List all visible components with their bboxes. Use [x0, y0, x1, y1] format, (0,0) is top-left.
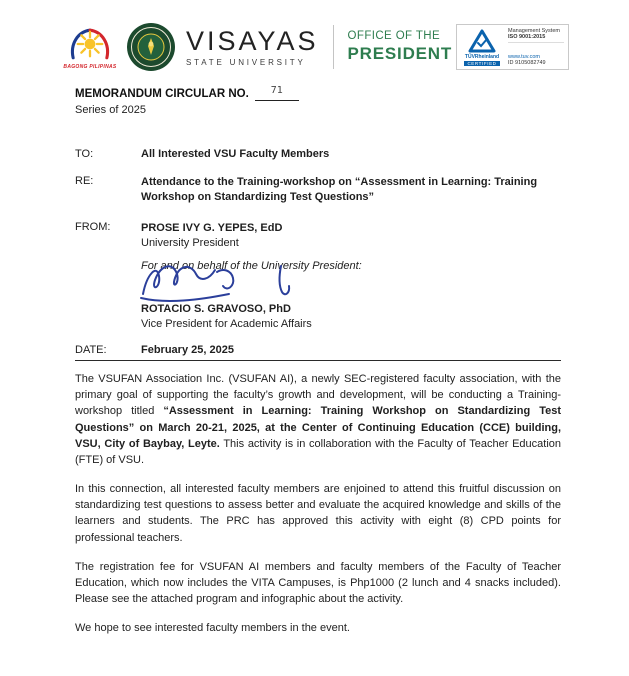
field-row-from: [75, 221, 561, 332]
on-behalf-line: For and on behalf of the University President:: [141, 260, 362, 273]
signature: [133, 258, 323, 304]
bagong-pilipinas-sun-icon: [67, 24, 113, 64]
tuv-management-label: Management System: [508, 28, 560, 34]
field-row-re: [75, 175, 561, 206]
memo-number-slot: [255, 85, 299, 101]
paragraph-text: The VSUFAN Association Inc. (VSUFAN AI), a newly SEC-registered faculty association, with the primary goal of supporting the faculty’s growth and development, will be conducting a Training-workshop titled: [75, 373, 561, 418]
body-paragraph-2: In this connection, all interested faculty members are enjoined to attend this fruitful discussion on standardizing test questions to assess better and evaluate the acquired knowledge and skills of the learners and students. The PRC has approved this activity with eight (8) CPD points for professional teachers.: [75, 483, 561, 544]
date-value: February 25, 2025: [141, 344, 234, 357]
letterhead: [0, 0, 629, 72]
bagong-pilipinas-label: BAGONG PILIPINAS: [63, 64, 117, 70]
tuv-website-label: www.tuv.com: [508, 54, 540, 60]
memo-title-row: [75, 85, 561, 101]
memo-series: Series of 2025: [75, 104, 146, 116]
office-line-2: PRESIDENT: [347, 44, 453, 63]
tuv-brand-label: TÜVRheinland: [464, 54, 500, 60]
body-paragraph-3: The registration fee for VSUFAN AI members and faculty members of the Faculty of Teacher Education, which now includes the VITA Campuses, is Php1000 (2 lunch and 4 snacks included). Please see the attached program and infographic about the activity.: [75, 560, 561, 606]
tuv-mark-block: [461, 28, 503, 66]
horizontal-divider: [75, 360, 561, 361]
signer-name: ROTACIO S. GRAVOSO, PhD: [141, 303, 291, 316]
from-label: FROM:: [75, 220, 111, 233]
to-label: TO:: [75, 148, 94, 160]
memo-number: 71: [270, 85, 283, 96]
memo-title: MEMORANDUM CIRCULAR NO.: [75, 88, 249, 100]
body-paragraph-1: [75, 371, 561, 468]
office-line-1: OFFICE OF THE: [347, 30, 441, 42]
tuv-certification-badge: [456, 24, 569, 70]
vsu-seal-logo: [126, 22, 176, 72]
university-subtitle: STATE UNIVERSITY: [186, 57, 306, 67]
from-name: PROSE IVY G. YEPES, EdD: [141, 221, 283, 234]
memo-fields: [0, 148, 629, 356]
memo-heading: [0, 85, 629, 116]
vsu-seal-icon: [126, 22, 176, 72]
signature-area: [141, 258, 561, 302]
memo-body: [0, 371, 629, 636]
tuv-triangle-icon: [467, 28, 497, 54]
tuv-iso-label: ISO 9001:2015: [508, 34, 546, 40]
university-name: VISAYAS: [186, 25, 319, 56]
tuv-text-block: [508, 28, 564, 66]
from-title: University President: [141, 236, 239, 249]
field-row-to: [75, 148, 561, 160]
paragraph-text: This activity is in collaboration with the Faculty of Teacher Education (FTE) of VSU.: [75, 437, 561, 466]
re-value: Attendance to the Training-workshop on “Assessment in Learning: Training Workshop on Standardizing Test Questions”: [141, 176, 538, 204]
date-label: DATE:: [75, 344, 107, 357]
tuv-id-label: ID 9105082749: [508, 60, 546, 66]
re-label: RE:: [75, 175, 94, 187]
tuv-certified-label: CERTIFIED: [464, 61, 499, 66]
body-paragraph-4: We hope to see interested faculty members in the event.: [75, 622, 350, 635]
office-of-president-box: [333, 25, 453, 69]
paragraph-bold-text: “Assessment in Learning: Training Workshop on Standardizing Test Questions” on March 20-21, 2025, at the Center of Continuing Education (CCE) building, VSU, City of Baybay, Leyte.: [75, 405, 561, 450]
to-value: All Interested VSU Faculty Members: [141, 148, 330, 160]
field-row-date: [75, 344, 561, 356]
signer-title: Vice President for Academic Affairs: [141, 318, 312, 331]
bagong-pilipinas-logo: [62, 24, 118, 70]
university-wordmark: [186, 25, 319, 67]
